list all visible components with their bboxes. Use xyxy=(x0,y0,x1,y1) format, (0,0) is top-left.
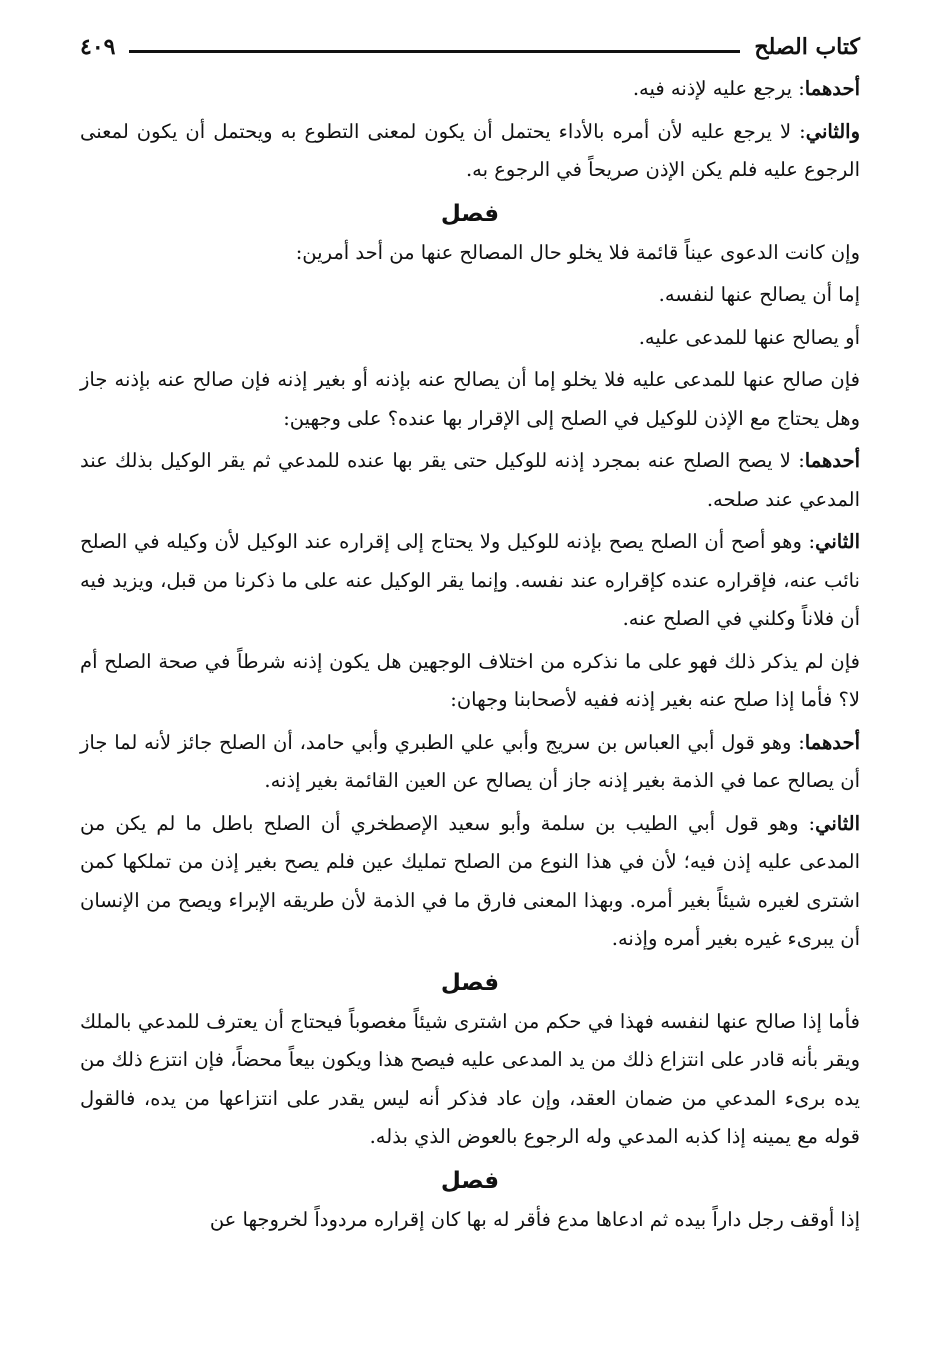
page-header xyxy=(80,30,860,64)
paragraph-text: : وهو قول أبي العباس بن سريج وأبي علي الطبري وأبي حامد، أن الصلح جائز لأنه لما جاز أن يصالح عما في الذمة بغير إذنه جاز أن يصالح عن العين القائمة بغير إذنه. xyxy=(80,730,860,792)
header-rule xyxy=(129,50,740,53)
paragraph-lead: أحدهما xyxy=(804,730,860,754)
paragraph-lead: والثاني xyxy=(805,119,860,143)
paragraph xyxy=(80,523,860,639)
paragraph-lead: الثاني xyxy=(815,811,860,835)
paragraph-lead: أحدهما xyxy=(804,77,860,100)
paragraph xyxy=(80,724,860,801)
paragraph xyxy=(80,1003,860,1157)
paragraph-lead: الثاني xyxy=(815,530,860,553)
paragraph-text: إذا أوقف رجل داراً بيده ثم ادعاها مدع فأقر له بها كان إقراره مردوداً لخروجها عن xyxy=(209,1207,860,1231)
paragraph-text: إما أن يصالح عنها لنفسه. xyxy=(658,283,860,306)
paragraph xyxy=(80,361,860,438)
section-heading: فصل xyxy=(440,1167,500,1194)
paragraph-text: فأما إذا صالح عنها لنفسه فهذا في حكم من اشترى شيئاً مغصوباً فيحتاج أن يعترف للمدعي بالملك ويقر بأنه قادر على انتزاع ذلك من يد المدعى عليه فيصح هذا ويكون بيعاً محضاً، فإن انتزع ذلك من يده برىء المدعي من ضمان العقد، وإن عاد فذكر أنه ليس يقدر على انتزاعها من يده، فالقول قوله مع يمينه إذا كذبه المدعي وله الرجوع بالعوض الذي بذله. xyxy=(80,1009,860,1148)
paragraph xyxy=(80,276,860,315)
paragraph xyxy=(80,70,860,109)
paragraph-text: : وهو قول أبي الطيب بن سلمة وأبو سعيد الإصطخري أن الصلح باطل ما لم يكن من المدعى عليه إذن فيه؛ لأن في هذا النوع من الصلح تمليك عين فلم يصح بغير إذن من تملكها كمن اشترى لغيره شيئاً بغير أمره. وبهذا المعنى فارق ما في الذمة لأن طريقه الإبراء ويصح من الإنسان أن يبرىء غيره بغير أمره وإذنه. xyxy=(80,811,860,950)
paragraph xyxy=(80,442,860,519)
section-heading: فصل xyxy=(440,200,500,227)
paragraph-text: : لا يصح الصلح عنه بمجرد إذنه للوكيل حتى يقر بها عنده للمدعي ثم يقر الوكيل بذلك عند المدعي عند صلحه. xyxy=(80,449,860,511)
paragraph-text: وإن كانت الدعوى عيناً قائمة فلا يخلو حال المصالح عنها من أحد أمرين: xyxy=(295,240,860,264)
paragraph-text: فإن صالح عنها للمدعى عليه فلا يخلو إما أن يصالح عنه بإذنه أو بغير إذنه فإن صالح عنه بإذنه جاز وهل يحتاج مع الإذن للوكيل في الصلح إلى الإقرار بها عنده؟ على وجهين: xyxy=(80,368,860,430)
paragraph-lead: أحدهما xyxy=(804,449,860,472)
page-body xyxy=(80,70,860,1239)
page-number: ٤٠٩ xyxy=(80,34,116,60)
book-page xyxy=(80,30,860,1243)
paragraph xyxy=(80,234,860,273)
paragraph xyxy=(80,113,860,190)
section-heading: فصل xyxy=(440,969,500,996)
running-title: كتاب الصلح xyxy=(754,34,860,60)
paragraph-text: : لا يرجع عليه لأن أمره بالأداء يحتمل أن يكون لمعنى التطوع به ويحتمل أن يكون لمعنى الرجوع عليه فلم يكن الإذن صريحاً في الرجوع به. xyxy=(80,119,860,181)
paragraph xyxy=(80,643,860,720)
paragraph xyxy=(80,805,860,959)
paragraph-text: أو يصالح عنها للمدعى عليه. xyxy=(638,325,860,349)
paragraph-text: : يرجع عليه لإذنه فيه. xyxy=(632,77,805,100)
paragraph xyxy=(80,1201,860,1240)
paragraph-text: : وهو أصح أن الصلح يصح بإذنه للوكيل ولا يحتاج إلى إقراره عند الوكيل لأن وكيله في الصلح نائب عنه، فإقراره عنده كإقراره عند نفسه. وإنما يقر الوكيل عنه على ما ذكرنا من قبل، ويزيد فيه أن فلاناً وكلني في الصلح عنه. xyxy=(80,530,860,630)
paragraph-text: فإن لم يذكر ذلك فهو على ما نذكره من اختلاف الوجهين هل يكون إذنه شرطاً في صحة الصلح أم لا؟ فأما إذا صلح عنه بغير إذنه ففيه لأصحابنا وجهان: xyxy=(80,649,860,711)
paragraph xyxy=(80,319,860,358)
